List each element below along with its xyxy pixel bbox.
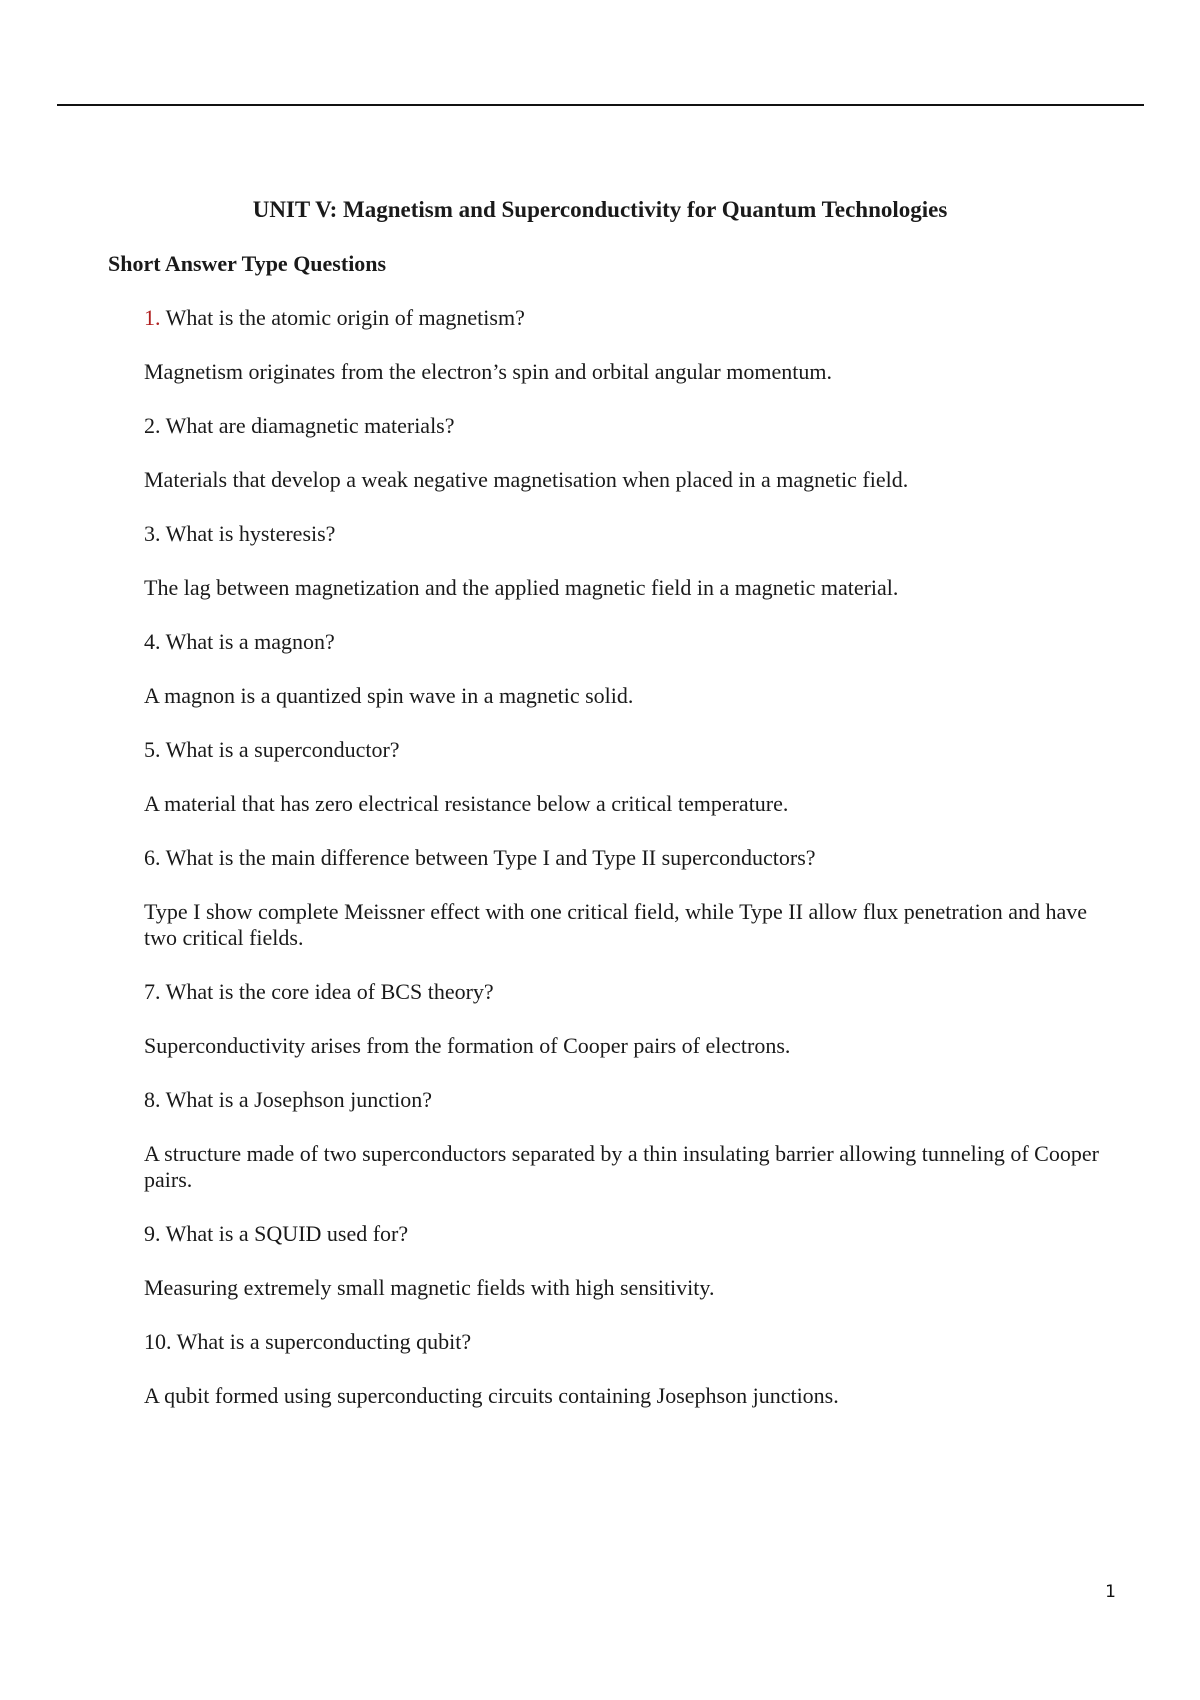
qa-list bbox=[144, 305, 1104, 1437]
answer-5: A material that has zero electrical resistance below a critical temperature. bbox=[144, 791, 789, 816]
answer-8: A structure made of two superconductors separated by a thin insulating barrier allowing tunneling of Cooper pairs. bbox=[144, 1141, 1099, 1192]
question-text: What is the atomic origin of magnetism? bbox=[160, 305, 525, 330]
question-5 bbox=[144, 737, 1104, 763]
section-heading: Short Answer Type Questions bbox=[108, 251, 387, 276]
qa-item-9 bbox=[144, 1221, 1104, 1301]
question-7 bbox=[144, 979, 1104, 1005]
answer-2: Materials that develop a weak negative magnetisation when placed in a magnetic field. bbox=[144, 467, 909, 492]
question-number: 9. bbox=[144, 1221, 161, 1246]
answer-9: Measuring extremely small magnetic fields with high sensitivity. bbox=[144, 1275, 715, 1300]
question-8 bbox=[144, 1087, 1104, 1113]
qa-item-7 bbox=[144, 979, 1104, 1059]
question-6 bbox=[144, 845, 1104, 871]
question-text: What is a SQUID used for? bbox=[160, 1221, 409, 1246]
question-3 bbox=[144, 521, 1104, 547]
qa-item-10 bbox=[144, 1329, 1104, 1409]
header-rule bbox=[57, 104, 1144, 106]
question-10 bbox=[144, 1329, 1104, 1355]
question-text: What is a Josephson junction? bbox=[160, 1087, 432, 1112]
question-number: 7. bbox=[144, 979, 161, 1004]
question-number: 3. bbox=[144, 521, 161, 546]
qa-item-1 bbox=[144, 305, 1104, 385]
answer-7: Superconductivity arises from the formation of Cooper pairs of electrons. bbox=[144, 1033, 791, 1058]
document-title: UNIT V: Magnetism and Superconductivity for Quantum Technologies bbox=[252, 197, 948, 222]
qa-item-2 bbox=[144, 413, 1104, 493]
question-text: What is a superconducting qubit? bbox=[171, 1329, 472, 1354]
question-text: What is the main difference between Type I and Type II superconductors? bbox=[160, 845, 816, 870]
question-1 bbox=[144, 305, 1104, 331]
question-4 bbox=[144, 629, 1104, 655]
question-text: What is hysteresis? bbox=[160, 521, 336, 546]
qa-item-3 bbox=[144, 521, 1104, 601]
answer-1: Magnetism originates from the electron’s spin and orbital angular momentum. bbox=[144, 359, 832, 384]
question-number: 4. bbox=[144, 629, 161, 654]
qa-item-8 bbox=[144, 1087, 1104, 1193]
question-9 bbox=[144, 1221, 1104, 1247]
question-number: 1. bbox=[144, 305, 161, 330]
qa-item-6 bbox=[144, 845, 1104, 951]
question-text: What is a superconductor? bbox=[160, 737, 400, 762]
question-number: 8. bbox=[144, 1087, 161, 1112]
question-number: 2. bbox=[144, 413, 161, 438]
answer-4: A magnon is a quantized spin wave in a magnetic solid. bbox=[144, 683, 634, 708]
question-number: 10. bbox=[144, 1329, 172, 1354]
question-text: What is a magnon? bbox=[160, 629, 335, 654]
question-number: 6. bbox=[144, 845, 161, 870]
qa-item-5 bbox=[144, 737, 1104, 817]
answer-10: A qubit formed using superconducting circuits containing Josephson junctions. bbox=[144, 1383, 839, 1408]
answer-6: Type I show complete Meissner effect with one critical field, while Type II allow flux penetration and have two critical fields. bbox=[144, 899, 1088, 950]
question-number: 5. bbox=[144, 737, 161, 762]
question-text: What are diamagnetic materials? bbox=[160, 413, 455, 438]
answer-3: The lag between magnetization and the applied magnetic field in a magnetic material. bbox=[144, 575, 899, 600]
question-text: What is the core idea of BCS theory? bbox=[160, 979, 494, 1004]
page-number: 1 bbox=[1105, 1582, 1116, 1602]
question-2 bbox=[144, 413, 1104, 439]
qa-item-4 bbox=[144, 629, 1104, 709]
